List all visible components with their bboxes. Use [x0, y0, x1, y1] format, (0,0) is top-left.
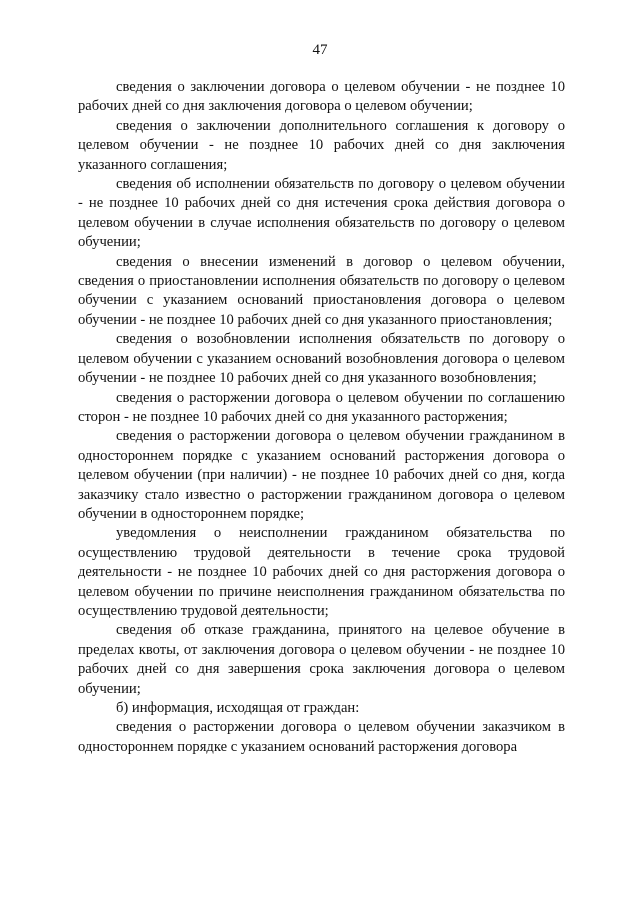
paragraph-customer-unilateral-termination: сведения о расторжении договора о целевом обучении заказчиком в одностороннем порядке с указанием оснований расторжения договора — [78, 719, 565, 755]
paragraph-resumption: сведения о возобновлении исполнения обязательств по договору о целевом обучении с указанием оснований возобновления договора о целевом обучении - не позднее 10 рабочих дней со дня указанного возобновления; — [78, 331, 565, 387]
paragraph-mutual-termination: сведения о расторжении договора о целевом обучении по соглашению сторон - не позднее 10 рабочих дней со дня указанного расторжения; — [78, 389, 565, 425]
paragraph-citizen-unilateral-termination: сведения о расторжении договора о целевом обучении гражданином в одностороннем порядке с указанием оснований расторжения договора о целевом обучении (при наличии) - не позднее 10 рабочих дней со дня, когда заказчику стало известно о расторжении гражданином договора о целевом обучении в одностороннем порядке; — [78, 428, 565, 522]
page-number: 47 — [312, 42, 328, 58]
paragraph-contract-conclusion: сведения о заключении договора о целевом обучении - не позднее 10 рабочих дней со дня заключения договора о целевом обучении; — [78, 79, 565, 115]
paragraph-changes-suspension: сведения о внесении изменений в договор о целевом обучении, сведения о приостановлении исполнения обязательств по договору о целевом обучении с указанием оснований приостановления договора о целевом обучении - не позднее 10 рабочих дней со дня указанного приостановления; — [78, 253, 565, 328]
document-body — [78, 78, 565, 757]
paragraph-citizen-info-heading: б) информация, исходящая от граждан: — [116, 700, 360, 716]
paragraph-non-fulfillment-notice: уведомления о неисполнении гражданином обязательства по осуществлению трудовой деятельности в течение срока трудовой деятельности - не позднее 10 рабочих дней со дня расторжения договора о целевом обучении по причине неисполнения гражданином обязательства по осуществлению трудовой деятельности; — [78, 525, 565, 619]
paragraph-refusal-quota: сведения об отказе гражданина, принятого на целевое обучение в пределах квоты, от заключения договора о целевом обучении - не позднее 10 рабочих дней со дня завершения срока заключения договора о целевом обучении; — [78, 622, 565, 697]
paragraph-obligations-fulfilled: сведения об исполнении обязательств по договору о целевом обучении - не позднее 10 рабочих дней со дня истечения срока действия договора о целевом обучении в случае исполнения обязательств по договору о целевом обучении; — [78, 176, 565, 251]
paragraph-additional-agreement: сведения о заключении дополнительного соглашения к договору о целевом обучении - не позднее 10 рабочих дней со дня заключения указанного соглашения; — [78, 117, 565, 173]
